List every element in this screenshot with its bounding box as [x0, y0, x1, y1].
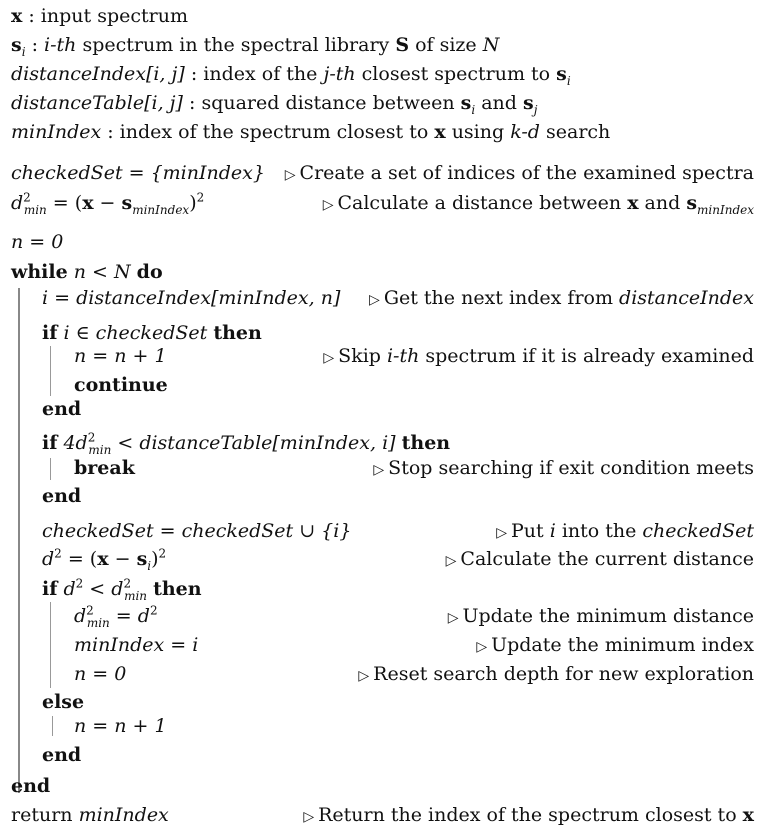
keyword-end: end — [42, 485, 82, 507]
step-init-n — [11, 229, 754, 255]
comment — [369, 285, 754, 313]
text: − — [108, 548, 137, 570]
definition-distance-table — [11, 90, 754, 116]
subscript: i — [471, 102, 476, 117]
statement: minIndex = i — [74, 634, 199, 656]
comment — [303, 802, 754, 830]
symbol-x: x — [742, 804, 754, 826]
definition-text: : input spectrum — [22, 5, 188, 27]
keyword-break: break — [74, 457, 135, 479]
comment-text: Calculate a distance between — [337, 192, 628, 214]
text: i-th — [44, 34, 77, 56]
symbol-S: S — [395, 34, 410, 56]
var-d: d — [63, 578, 76, 600]
operator: < — [111, 432, 140, 454]
var-N: N — [114, 261, 131, 283]
text: and — [475, 92, 523, 114]
comment-text: Reset search depth for new exploration — [373, 663, 754, 685]
comment — [323, 190, 754, 218]
text: using — [445, 121, 511, 143]
keyword-if: if — [42, 322, 58, 344]
comment-triangle-icon: ▷ — [447, 610, 459, 626]
superscript: 2 — [196, 190, 205, 205]
text: : index of the spectrum closest to — [101, 121, 435, 143]
step-update-index — [74, 632, 754, 658]
keyword-end: end — [11, 775, 51, 797]
operator: < — [83, 578, 112, 600]
superscript: 2 — [158, 546, 167, 561]
definition-distance-index — [11, 61, 754, 87]
comment-text: i-th — [386, 345, 420, 367]
symbol-s: s — [121, 192, 133, 214]
comment-triangle-icon: ▷ — [322, 197, 334, 213]
text: ) — [189, 192, 197, 214]
step-skip-incr — [74, 343, 754, 369]
comment — [285, 160, 754, 188]
step-reset-n — [74, 661, 754, 687]
comment — [448, 603, 754, 631]
definition-min-index — [11, 119, 754, 145]
symbol-x: x — [97, 548, 109, 570]
symbol-N: N — [482, 34, 500, 56]
if-better-header — [42, 576, 754, 602]
symbol-x: x — [434, 121, 446, 143]
comment-text: Calculate the current distance — [460, 548, 754, 570]
keyword-return: return — [11, 804, 73, 826]
var-d: d — [111, 578, 124, 600]
text: : index of the — [184, 63, 324, 85]
comment-triangle-icon: ▷ — [323, 350, 335, 366]
text: j-th — [323, 63, 356, 85]
var-d: d — [11, 192, 24, 214]
end-if-checked — [42, 396, 754, 422]
superscript: 2 — [75, 576, 84, 591]
superscript: 2 — [87, 430, 96, 445]
text: = — [109, 605, 138, 627]
subscript: i — [21, 44, 26, 59]
comment-triangle-icon: ▷ — [284, 167, 296, 183]
subscript: min — [88, 442, 112, 457]
statement — [42, 546, 166, 572]
while-block-bar — [18, 288, 20, 793]
comment-text: Skip — [338, 345, 387, 367]
comment-text: Stop searching if exit condition meets — [388, 457, 754, 479]
text: spectrum in the spectral library — [76, 34, 396, 56]
comment-text: Put — [511, 520, 550, 542]
symbol-s: s — [136, 548, 148, 570]
subscript: i — [147, 558, 152, 573]
step-get-index — [42, 285, 754, 311]
symbol-x: x — [627, 192, 639, 214]
superscript: 2 — [86, 603, 94, 618]
statement — [74, 603, 158, 629]
operator: < — [86, 261, 114, 283]
text: k-d — [510, 121, 540, 143]
symbol-s: s — [686, 192, 698, 214]
comment-text: spectrum if it is already examined — [419, 345, 754, 367]
comment — [323, 343, 754, 371]
step-else-incr — [74, 713, 754, 739]
return-value: minIndex — [78, 804, 169, 826]
superscript: 2 — [149, 603, 158, 618]
condition: distanceTable[minIndex, i] — [139, 432, 396, 454]
comment-triangle-icon: ▷ — [445, 553, 457, 569]
subscript: min — [124, 588, 148, 603]
var-d: d — [74, 605, 87, 627]
symbol-min-index: minIndex — [11, 121, 102, 143]
end-if-better — [42, 742, 754, 768]
superscript: 2 — [54, 546, 62, 561]
symbol-distance-table: distanceTable[i, j] — [11, 92, 183, 114]
if-exit-header — [42, 430, 754, 456]
subscript: j — [533, 102, 538, 117]
if-block-bar — [50, 346, 51, 396]
keyword-else: else — [42, 691, 85, 713]
text: : — [25, 34, 45, 56]
if-block-bar — [50, 602, 51, 688]
var-n: n — [73, 261, 86, 283]
keyword-then: then — [213, 322, 262, 344]
text: ) — [151, 548, 159, 570]
if-block-bar — [50, 458, 51, 480]
text: : squared distance between — [182, 92, 461, 114]
statement: checkedSet = {minIndex} — [11, 162, 265, 184]
statement: n = 0 — [74, 663, 127, 685]
statement: checkedSet = checkedSet ∪ {i} — [42, 520, 352, 542]
keyword-if: if — [42, 432, 58, 454]
subscript: minIndex — [697, 202, 754, 217]
statement: n = n + 1 — [74, 345, 167, 367]
while-header — [11, 259, 754, 285]
text: = ( — [61, 548, 98, 570]
step-calc-d — [42, 546, 754, 572]
subscript: min — [86, 615, 110, 630]
else-block-bar — [52, 716, 53, 736]
end-if-exit — [42, 483, 754, 509]
comment-text: Return the index of the spectrum closest to — [318, 804, 743, 826]
comment-triangle-icon: ▷ — [369, 292, 380, 308]
statement: n = n + 1 — [74, 715, 167, 737]
keyword-continue: continue — [74, 374, 168, 396]
comment-text: Get the next index from — [383, 287, 620, 309]
symbol-x: x — [82, 192, 94, 214]
comment — [358, 661, 754, 689]
condition: i ∈ checkedSet — [63, 322, 208, 344]
comment — [446, 546, 754, 574]
step-add-set — [42, 518, 754, 544]
text: closest spectrum to — [355, 63, 557, 85]
comment-text: Create a set of indices of the examined spectra — [299, 162, 754, 184]
text: = ( — [46, 192, 83, 214]
symbol-x: x — [11, 5, 23, 27]
text: − — [93, 192, 122, 214]
step-return — [11, 802, 754, 828]
symbol-s: s — [11, 34, 22, 56]
else-header — [42, 689, 754, 715]
comment-triangle-icon: ▷ — [303, 809, 315, 825]
subscript: minIndex — [132, 202, 190, 217]
var-d: d — [42, 548, 55, 570]
step-init-dmin — [11, 190, 754, 216]
symbol-distance-index: distanceIndex[i, j] — [11, 63, 185, 85]
comment-text: Update the minimum index — [491, 634, 754, 656]
comment — [476, 632, 754, 660]
statement: i = distanceIndex[minIndex, n] — [42, 287, 341, 309]
comment — [373, 455, 754, 483]
var-d: d — [137, 605, 150, 627]
step-init-set — [11, 160, 754, 186]
keyword-then: then — [153, 578, 202, 600]
keyword-while: while — [11, 261, 68, 283]
statement — [11, 190, 204, 216]
comment — [496, 518, 754, 546]
symbol-s: s — [556, 63, 567, 85]
comment-triangle-icon: ▷ — [358, 668, 370, 684]
comment-triangle-icon: ▷ — [373, 462, 385, 478]
definition-s-i — [11, 32, 754, 58]
comment-text: and — [638, 192, 687, 214]
superscript: 2 — [23, 190, 31, 205]
symbol-s: s — [523, 92, 534, 114]
comment-text: checkedSet — [642, 520, 754, 542]
step-break — [74, 455, 754, 481]
subscript: min — [23, 202, 47, 217]
comment-text: distanceIndex — [619, 287, 754, 309]
text: search — [539, 121, 611, 143]
keyword-end: end — [42, 744, 82, 766]
end-while — [11, 773, 754, 799]
superscript: 2 — [123, 576, 132, 591]
comment-text: i — [549, 520, 556, 542]
keyword-if: if — [42, 578, 58, 600]
var-d: 4d — [63, 432, 88, 454]
comment-text: into the — [555, 520, 643, 542]
comment-triangle-icon: ▷ — [476, 639, 488, 655]
step-continue — [74, 372, 754, 398]
symbol-s: s — [460, 92, 472, 114]
definition-x — [11, 3, 754, 29]
statement: n = 0 — [11, 231, 64, 253]
comment-triangle-icon: ▷ — [496, 525, 507, 541]
step-update-dmin — [74, 603, 754, 629]
subscript: i — [566, 73, 571, 88]
text: of size — [409, 34, 483, 56]
keyword-do: do — [136, 261, 163, 283]
keyword-end: end — [42, 398, 82, 420]
keyword-then: then — [401, 432, 451, 454]
comment-text: Update the minimum distance — [462, 605, 754, 627]
